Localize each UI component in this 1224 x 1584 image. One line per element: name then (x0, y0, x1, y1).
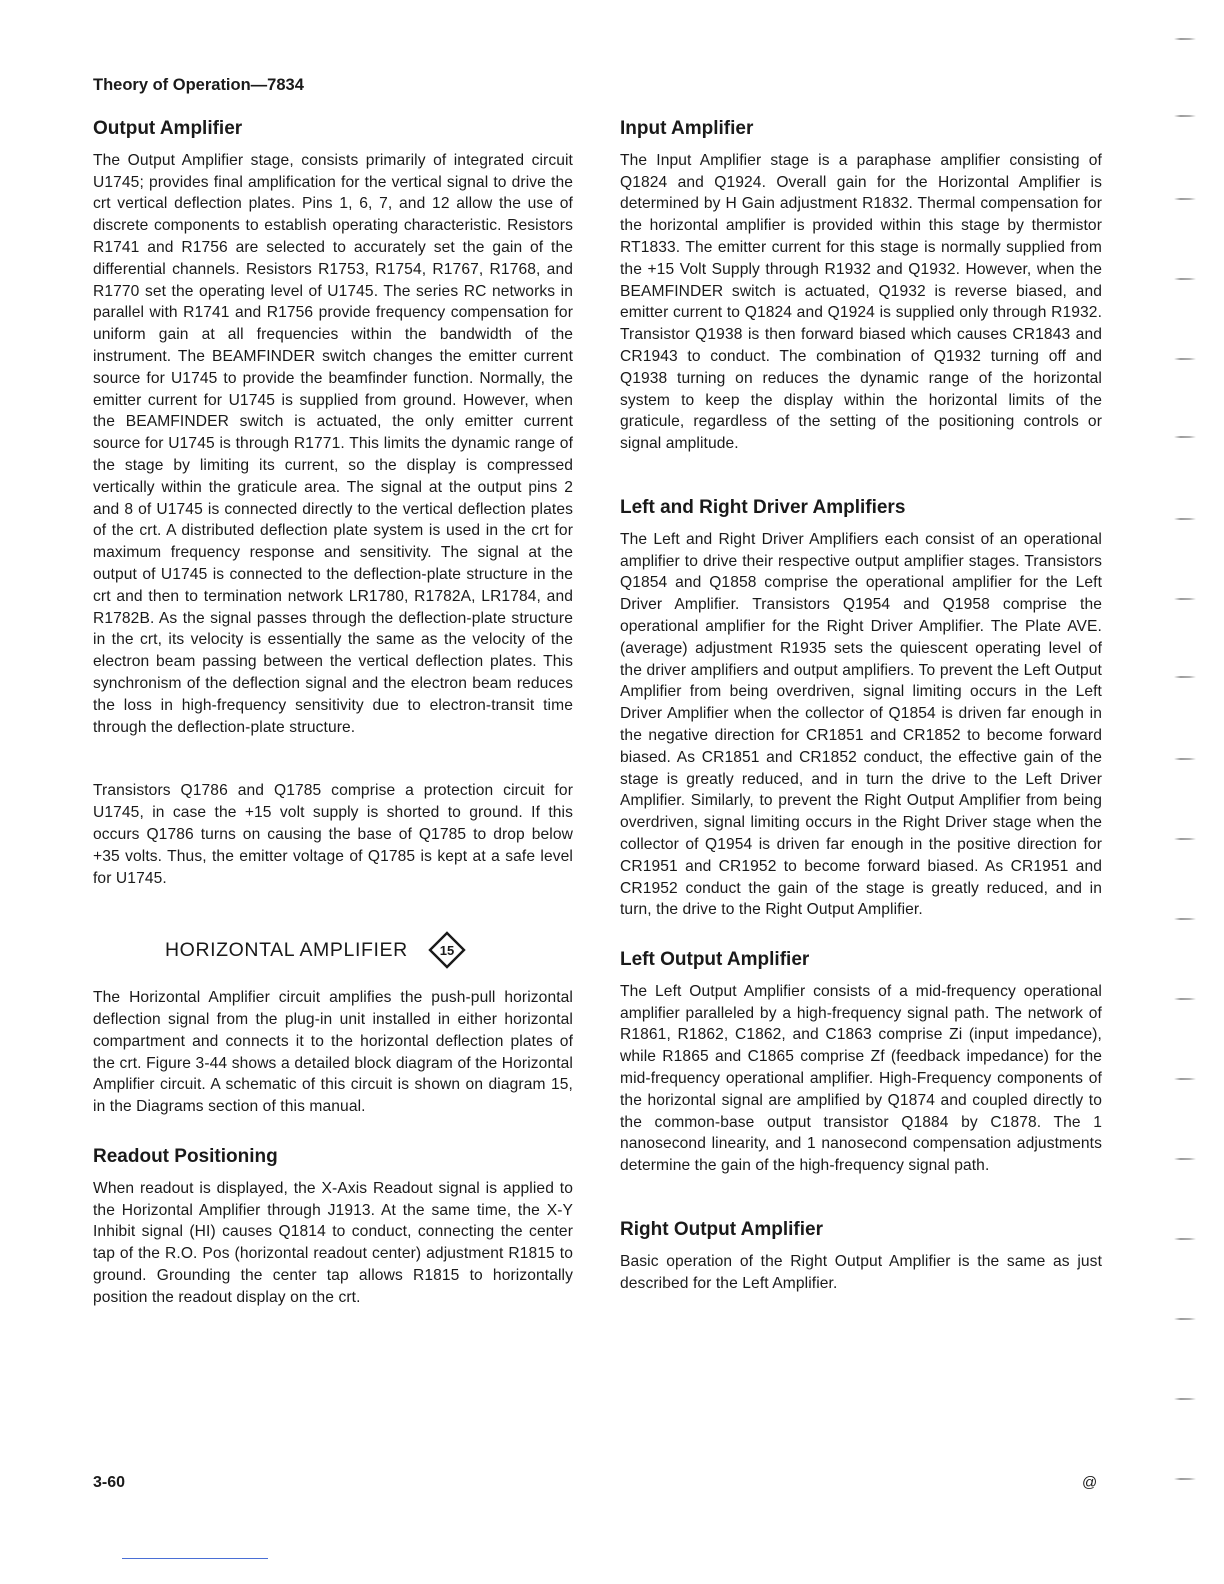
edge-mark (1174, 998, 1196, 1000)
section-driver-amplifiers (620, 497, 1102, 921)
body-paragraph: The Left Output Amplifier consists of a mid-frequency operational amplifier paralleled by a high-frequency signal path. The network of R1861, R1862, C1862, and C1863 comprise Zi (input impedance), while R1865 and C1865 comprise Zf (feedback impedance) for the mid-frequency operational amplifier. High-Frequency components of the horizontal signal are amplified by Q1874 and coupled directly to the common-base output transistor Q1884 by C1878. The 1 nanosecond linearity, and 1 nanosecond compensation adjustments determine the gain of the high-frequency signal path. (620, 982, 1102, 1175)
section-heading: Right Output Amplifier (620, 1219, 823, 1241)
edge-mark (1174, 358, 1196, 360)
major-heading-text: HORIZONTAL AMPLIFIER (165, 938, 408, 961)
section-heading: Left and Right Driver Amplifiers (620, 496, 906, 518)
section-heading: Input Amplifier (620, 118, 754, 139)
edge-mark (1174, 436, 1196, 438)
edge-mark (1174, 1318, 1196, 1320)
body-paragraph: The Horizontal Amplifier circuit amplifies the push-pull horizontal deflection signal from the plug-in unit installed in either horizontal compartment and connects it to the horizontal deflection plates of the crt. Figure 3-44 shows a detailed block diagram of the Horizontal Amplifier circuit. A schematic of this circuit is shown on diagram 15, in the Diagrams section of this manual. (93, 989, 573, 1116)
section-heading: Output Amplifier (93, 118, 243, 139)
edge-mark (1174, 38, 1196, 40)
diagram-number-diamond-icon (428, 931, 466, 969)
edge-mark (1174, 518, 1196, 520)
edge-mark (1174, 1478, 1196, 1480)
footer-mark: @ (1082, 1474, 1098, 1491)
edge-mark (1174, 676, 1196, 678)
body-paragraph: Basic operation of the Right Output Amplifier is the same as just described for the Left Amplifier. (620, 1252, 1102, 1292)
left-column (93, 118, 573, 1309)
edge-mark (1174, 918, 1196, 920)
section-input-amplifier (620, 118, 1102, 455)
section-horizontal-amplifier (93, 931, 573, 1118)
edge-mark (1174, 838, 1196, 840)
edge-mark (1174, 598, 1196, 600)
page-number: 3-60 (93, 1474, 126, 1491)
section-heading: Readout Positioning (93, 1146, 278, 1168)
edge-mark (1174, 115, 1196, 117)
body-paragraph: When readout is displayed, the X-Axis Readout signal is applied to the Horizontal Amplifier through J1913. At the same time, the X-Y Inhibit signal (HI) causes Q1814 to conduct, connecting the center tap of the R.O. Pos (horizontal readout center) adjustment R1815 to ground. Grounding the center tap allows R1815 to horizontally position the readout display on the crt. (93, 1179, 573, 1306)
body-paragraph: Transistors Q1786 and Q1785 comprise a protection circuit for U1745, in case the +15 volt supply is shorted to ground. If this occurs Q1786 turns on causing the base of Q1785 to drop below +35 volts. Thus, the emitter voltage of Q1785 is kept at a safe level for U1745. (93, 782, 573, 887)
diagram-number: 15 (439, 943, 455, 959)
body-paragraph: The Input Amplifier stage is a paraphase amplifier consisting of Q1824 and Q1924. Overall gain for the Horizontal Amplifier is determined by H Gain adjustment R1832. Thermal compensation for the horizontal amplifier is provided within this stage by thermistor RT1833. The emitter current for this stage is normally supplied from the +15 Volt Supply through R1932 and Q1932. However, when the BEAMFINDER switch is actuated, Q1932 is reverse biased, and emitter current to Q1824 and Q1924 is supplied only through R1932. Transistor Q1938 is then forward biased which causes CR1843 and CR1943 to conduct. The combination of Q1932 turning off and Q1938 turning on reduces the dynamic range of the horizontal system to keep the display within the horizontal limits of the graticule, regardless of the setting of the positioning controls or signal amplitude. (620, 151, 1102, 453)
scan-edge-marks (1168, 30, 1208, 1530)
edge-mark (1174, 1158, 1196, 1160)
edge-mark (1174, 1078, 1196, 1080)
major-heading (165, 931, 573, 969)
right-column (620, 118, 1102, 1294)
body-paragraph: The Left and Right Driver Amplifiers each consist of an operational amplifier to drive their respective output amplifier stages. Transistors Q1854 and Q1858 comprise the operational amplifier for the Left Driver Amplifier. Transistors Q1954 and Q1958 comprise the operational amplifier for the Right Driver Amplifier. The Plate AVE. (average) adjustment R1935 sets the quiescent operating level of the driver amplifiers and output amplifiers. To prevent the Left Output Amplifier from being overdriven, signal limiting occurs in the Left Driver Amplifier when the collector of Q1854 is driven far enough in the negative direction for CR1851 and CR1852 to become forward biased. As CR1851 and CR1852 conduct, the effective gain of the stage is greatly reduced, and in turn the drive to the Left Driver Amplifier. Similarly, to prevent the Right Output Amplifier from being overdriven, signal limiting occurs in the Right Driver stage when the collector of Q1954 is driven far enough in the positive direction for CR1951 and CR1952 to become forward biased. As CR1951 and CR1952 conduct the gain of the stage is greatly reduced, and in turn, the drive to the Right Output Amplifier. (620, 530, 1102, 919)
edge-mark (1174, 278, 1196, 280)
edge-mark (1174, 758, 1196, 760)
edge-mark (1174, 1398, 1196, 1400)
edge-mark (1174, 1238, 1196, 1240)
section-readout-positioning (93, 1146, 573, 1309)
section-heading: Left Output Amplifier (620, 949, 810, 971)
section-right-output-amplifier (620, 1219, 1102, 1294)
body-paragraph: The Output Amplifier stage, consists primarily of integrated circuit U1745; provides final amplification for the vertical signal to drive the crt vertical deflection plates. Pins 1, 6, 7, and 12 allow the use of discrete components to establish operating characteristic. Resistors R1741 and R1756 are selected to accurately set the gain of the differential channels. Resistors R1753, R1754, R1767, R1768, and R1770 set the operating level of U1745. The series RC networks in parallel with R1741 and R1756 provide frequency compensation for uniform gain at all frequencies within the bandwidth of the instrument. The BEAMFINDER switch changes the emitter current source for U1745 to provide the beamfinder function. Normally, the emitter current for U1745 is supplied from ground. However, when the BEAMFINDER switch is actuated, the only emitter current source for U1745 is through R1771. This limits the dynamic range of the stage by limiting its current, so the display is compressed vertically within the graticule area. The signal at the output pins 2 and 8 of U1745 is connected directly to the vertical deflection plates of the crt. A distributed deflection plate system is used in the crt for maximum frequency response and sensitivity. The signal at the output of U1745 is connected to the deflection-plate structure in the crt and then to termination network LR1780, R1782A, LR1784, and R1782B. As the signal passes through the deflection-plate structure in the crt, its velocity is essentially the same as the velocity of the electron beam passing between the vertical deflection plates. This synchronism of the deflection signal and the electron beam reduces the loss in high-frequency sensitivity due to electron-transit time through the deflection-plate structure. (93, 151, 573, 736)
section-output-amplifier (93, 118, 573, 889)
section-left-output-amplifier (620, 949, 1102, 1177)
edge-mark (1174, 198, 1196, 200)
bottom-rule (122, 1558, 268, 1559)
running-title: Theory of Operation—7834 (93, 76, 304, 94)
